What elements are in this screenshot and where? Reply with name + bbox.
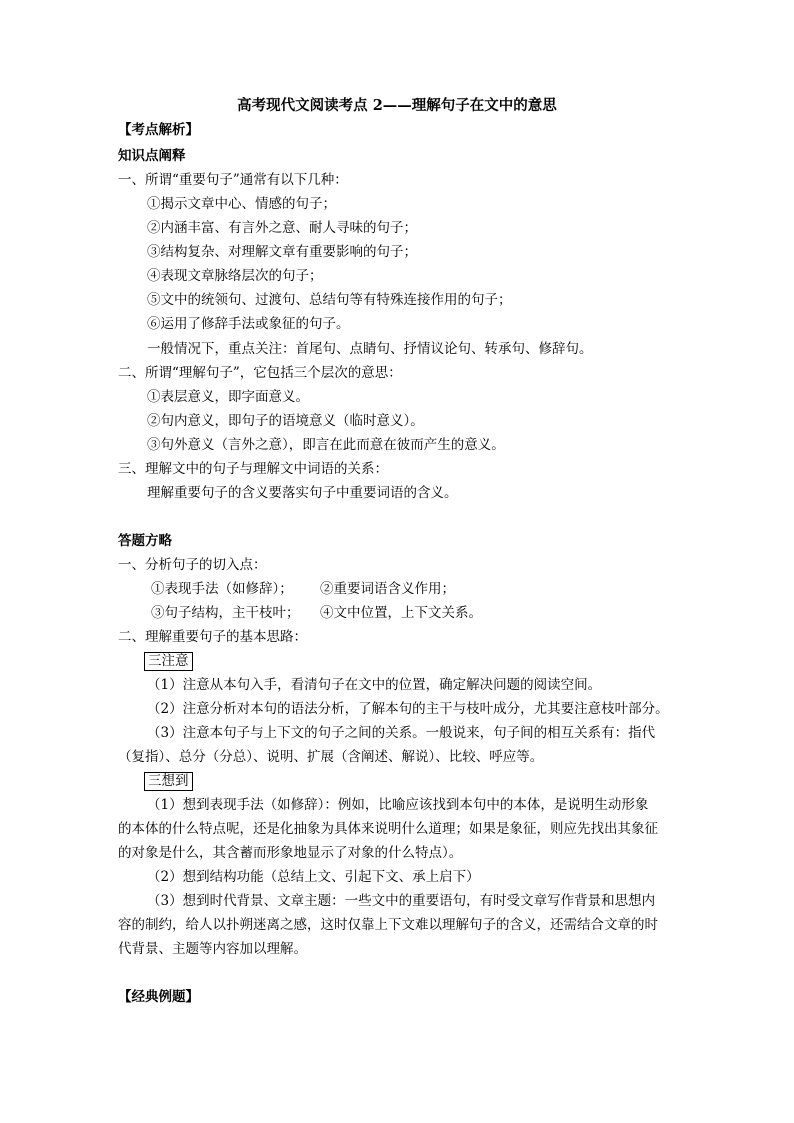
point2-item: ②句内意义，即句子的语境意义（临时意义）。 [147, 413, 424, 429]
point1-heading: 一、所谓“重要句子”通常有以下几种： [118, 172, 348, 188]
subheading-strategy: 答题方略 [118, 533, 172, 549]
point2-item: ③句外意义（言外之意），即言在此而意在彼而产生的意义。 [147, 437, 505, 453]
section-heading-examples: 【经典例题】 [118, 989, 199, 1005]
box2-line: （1）想到表现手法（如修辞）：例如，比喻应该找到本句中的本体，是说明生动形象 [147, 797, 649, 813]
point3-text: 理解重要句子的含义要落实句子中重要词语的含义。 [147, 485, 458, 501]
box1-wrapper [144, 651, 193, 671]
strategy2-heading: 二、理解重要句子的基本思路： [118, 629, 307, 645]
strategy1-item: ③句子结构，主干枝叶； [151, 605, 300, 621]
page-title: 高考现代文阅读考点 2——理解句子在文中的意思 [237, 97, 557, 114]
strategy1-item: ①表现手法（如修辞）； [151, 581, 293, 597]
box2-line: 容的制约，给人以扑朔迷离之感，这时仅靠上下文难以理解句子的含义，还需结合文章的时 [118, 917, 658, 933]
box1-line: （1）注意从本句入手，看清句子在文中的位置，确定解决问题的阅读空间。 [147, 677, 602, 693]
point1-item: ③结构复杂、对理解文章有重要影响的句子； [147, 244, 417, 260]
box2-line: （2）想到结构功能（总结上文、引起下文、承上启下） [147, 869, 480, 885]
point2-heading: 二、所谓“理解句子”，它包括三个层次的意思： [118, 365, 402, 381]
strategy1-heading: 一、分析句子的切入点： [118, 557, 267, 573]
boxed-label-three-notes: 三注意 [144, 652, 193, 671]
point1-item: ②内涵丰富、有言外之意、耐人寻味的句子； [147, 220, 417, 236]
box2-line: 的对象是什么，其含蓄而形象地显示了对象的什么特点）。 [118, 845, 463, 861]
point1-item: ⑥运用了修辞手法或象征的句子。 [147, 316, 350, 332]
strategy1-item: ②重要词语含义作用； [320, 581, 455, 597]
strategy1-item: ④文中位置，上下文关系。 [320, 605, 482, 621]
point3-heading: 三、理解文中的句子与理解文中词语的关系： [118, 461, 388, 477]
box1-line: （3）注意本句子与上下文的句子之间的关系。一般说来，句子间的相互关系有：指代 [147, 725, 656, 741]
section-heading-analysis: 【考点解析】 [118, 122, 199, 138]
boxed-label-three-thoughts: 三想到 [144, 772, 193, 791]
point1-item: ④表现文章脉络层次的句子； [147, 268, 323, 284]
point1-item: ①揭示文章中心、情感的句子； [147, 196, 336, 212]
box2-line: 的本体的什么特点呢，还是化抽象为具体来说明什么道理；如果是象征，则应先找出其象征 [118, 821, 658, 837]
box2-wrapper [144, 771, 193, 791]
box2-line: 代背景、主题等内容加以理解。 [118, 941, 307, 957]
point1-note: 一般情况下，重点关注：首尾句、点睛句、抒情议论句、转承句、修辞句。 [147, 341, 593, 357]
box1-line: （复指）、总分（分总）、说明、扩展（含阐述、解说）、比较、呼应等。 [118, 749, 544, 765]
box1-line: （2）注意分析对本句的语法分析，了解本句的主干与枝叶成分，尤其要注意枝叶部分。 [147, 701, 669, 717]
point2-item: ①表层意义，即字面意义。 [147, 389, 309, 405]
box2-line: （3）想到时代背景、文章主题：一些文中的重要语句，有时受文章写作背景和思想内 [147, 893, 656, 909]
subheading-knowledge: 知识点阐释 [118, 148, 186, 164]
point1-item: ⑤文中的统领句、过渡句、总结句等有特殊连接作用的句子； [147, 292, 512, 308]
